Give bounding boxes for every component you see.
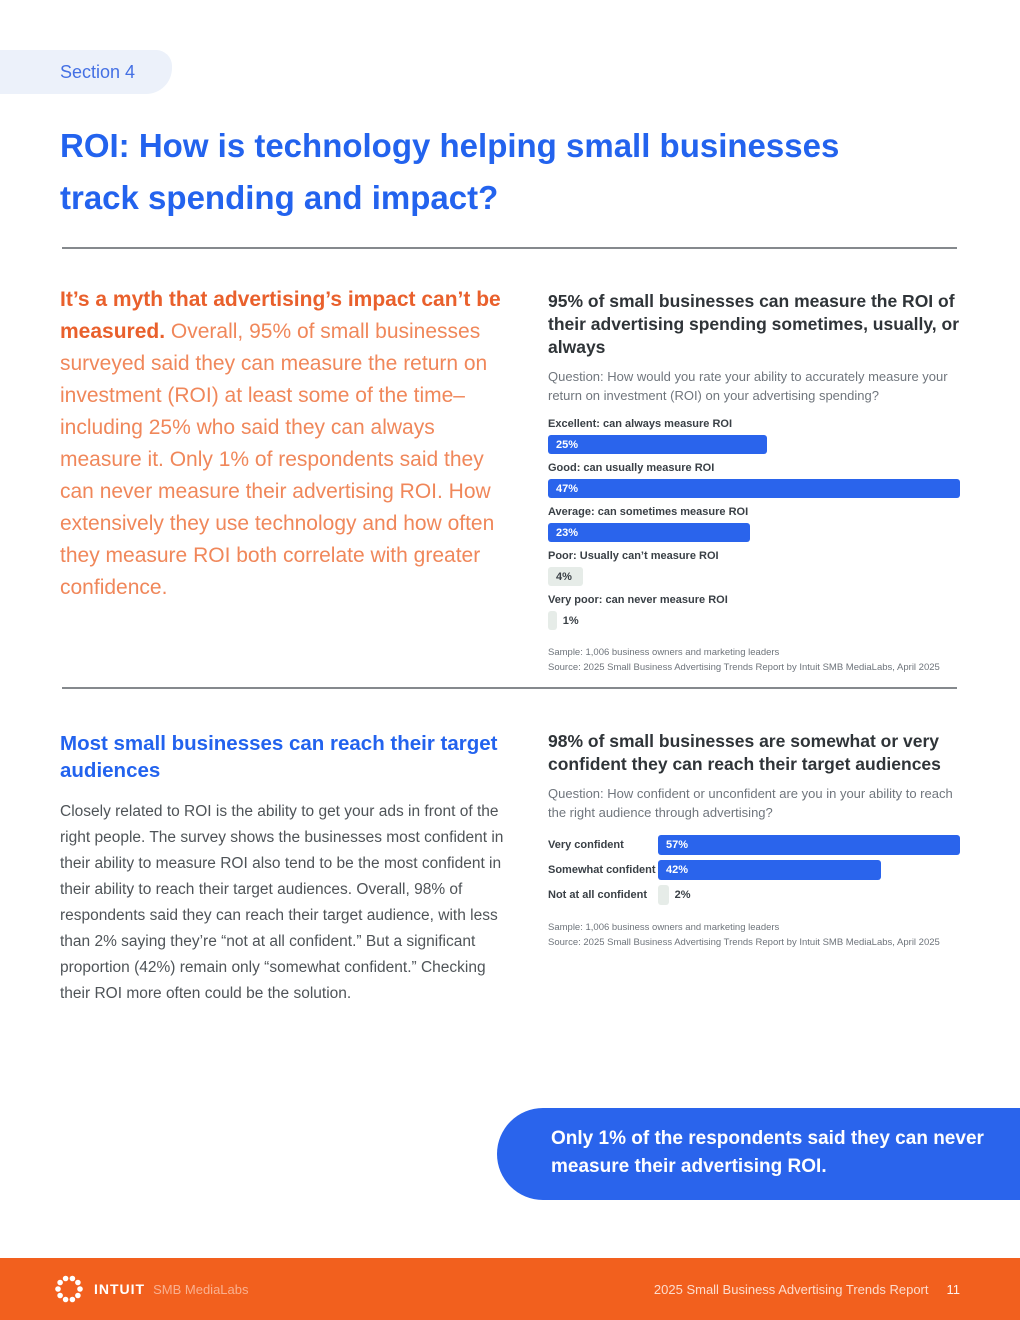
medialabs-brand-text: SMB MediaLabs bbox=[153, 1281, 249, 1297]
page-footer bbox=[0, 1258, 1020, 1320]
chart-bar-track bbox=[548, 523, 960, 542]
confidence-chart bbox=[548, 835, 960, 905]
chart-category-label: Very poor: can never measure ROI bbox=[548, 594, 728, 606]
roi-chart-note bbox=[548, 645, 960, 675]
audience-heading: Most small businesses can reach their target audiences bbox=[60, 732, 498, 782]
chart-value-label: 25% bbox=[556, 438, 579, 451]
confidence-chart-heading: 98% of small businesses are somewhat or very confident they can reach their target audiences bbox=[548, 731, 941, 774]
chart-row bbox=[548, 462, 960, 498]
chart-value-label: 42% bbox=[666, 864, 689, 876]
chart-bar bbox=[658, 835, 960, 855]
confidence-chart-source: Source: 2025 Small Business Advertising Trends Report by Intuit SMB MediaLabs, April 2025 bbox=[548, 937, 940, 948]
roi-chart-sample: Sample: 1,006 business owners and marketing leaders bbox=[548, 647, 780, 658]
roi-chart-question: Question: How would you rate your ability to accurately measure your return on investment (ROI) on your advertising spending? bbox=[548, 369, 948, 403]
section-divider bbox=[62, 687, 957, 689]
chart-category-label: Poor: Usually can’t measure ROI bbox=[548, 550, 719, 562]
chart-bar-track bbox=[658, 835, 960, 855]
chart-bar bbox=[658, 860, 881, 880]
chart-category-label: Good: can usually measure ROI bbox=[548, 462, 715, 474]
intro-body-text: Overall, 95% of small businesses surveyed said they can measure the return on investment (ROI) at least some of the time–including 25% who said they can always measure it. Only 1% of respondents said they can never measure their advertising ROI. How extensively they use technology and how often they measure ROI both correlate with greater confidence. bbox=[60, 320, 495, 599]
chart-bar bbox=[548, 523, 750, 542]
chart-bar-track bbox=[548, 567, 960, 586]
confidence-chart-sample: Sample: 1,006 business owners and marketing leaders bbox=[548, 922, 780, 933]
chart-category-label: Not at all confident bbox=[548, 889, 647, 901]
chart-row bbox=[548, 860, 960, 880]
chart-category-label: Excellent: can always measure ROI bbox=[548, 418, 733, 430]
intuit-brand-text: INTUIT bbox=[94, 1281, 146, 1297]
chart-bar bbox=[658, 885, 669, 905]
chart-row bbox=[548, 550, 960, 586]
section-badge bbox=[0, 50, 172, 94]
page-title-line1: ROI: How is technology helping small businesses bbox=[60, 127, 840, 165]
chart-bar bbox=[548, 479, 960, 498]
highlight-callout bbox=[497, 1108, 1020, 1200]
intro-paragraph bbox=[60, 284, 515, 604]
confidence-chart-question: Question: How confident or unconfident are you in your ability to reach the right audience through advertising? bbox=[548, 786, 953, 820]
footer-report-title bbox=[654, 1282, 960, 1297]
audience-column bbox=[60, 730, 507, 1007]
roi-chart-heading: 95% of small businesses can measure the ROI of their advertising spending sometimes, usually, or always bbox=[548, 291, 960, 357]
audience-paragraph: Closely related to ROI is the ability to get your ads in front of the right people. The survey shows the businesses most confident in their ability to measure ROI also tend to be the most confident in their ability to reach their target audiences. Overall, 98% of respondents said they can reach their target audience, with less than 2% saying they’re “not at all confident.” But a significant proportion (42%) remain only “somewhat confident.” Checking their ROI more often could be the solution. bbox=[60, 803, 504, 1002]
section-divider bbox=[62, 247, 957, 249]
chart-value-label: 1% bbox=[562, 614, 579, 627]
chart-bar-track bbox=[658, 885, 960, 905]
chart-row bbox=[548, 594, 960, 630]
footer-page-number: 11 bbox=[946, 1281, 960, 1297]
chart-row bbox=[548, 506, 960, 542]
chart-row bbox=[548, 835, 960, 855]
page-title bbox=[60, 120, 970, 224]
chart-value-label: 2% bbox=[674, 889, 691, 901]
chart-category-label: Average: can sometimes measure ROI bbox=[548, 506, 749, 518]
chart-value-label: 23% bbox=[556, 526, 579, 539]
highlight-callout-text: Only 1% of the respondents said they can never measure their advertising ROI. bbox=[551, 1128, 984, 1177]
chart-bar bbox=[548, 567, 583, 586]
intro-column bbox=[60, 284, 515, 604]
intro-bold-text: It’s a myth that advertising’s impact can’t be measured. bbox=[60, 288, 501, 343]
roi-measure-chart bbox=[548, 418, 960, 630]
chart-bar bbox=[548, 435, 767, 454]
page-title-line2: track spending and impact? bbox=[60, 179, 499, 217]
section-label: Section 4 bbox=[60, 61, 136, 82]
chart-category-label: Very confident bbox=[548, 839, 624, 851]
confidence-chart-note bbox=[548, 920, 960, 950]
chart-bar-track bbox=[658, 860, 960, 880]
intuit-logo-icon bbox=[54, 1274, 84, 1304]
chart-bar bbox=[548, 611, 557, 630]
chart-value-label: 57% bbox=[666, 839, 689, 851]
roi-chart-panel bbox=[548, 290, 960, 675]
chart-bar-track bbox=[548, 479, 960, 498]
confidence-chart-panel bbox=[548, 730, 960, 950]
chart-value-label: 47% bbox=[556, 482, 579, 495]
chart-row bbox=[548, 885, 960, 905]
footer-report-title-text: 2025 Small Business Advertising Trends Report bbox=[653, 1281, 929, 1297]
roi-chart-source: Source: 2025 Small Business Advertising Trends Report by Intuit SMB MediaLabs, April 2025 bbox=[548, 662, 940, 673]
chart-bar-track bbox=[548, 435, 960, 454]
chart-bar-track bbox=[548, 611, 960, 630]
chart-value-label: 4% bbox=[556, 570, 572, 583]
chart-row bbox=[548, 418, 960, 454]
chart-category-label: Somewhat confident bbox=[548, 864, 656, 876]
